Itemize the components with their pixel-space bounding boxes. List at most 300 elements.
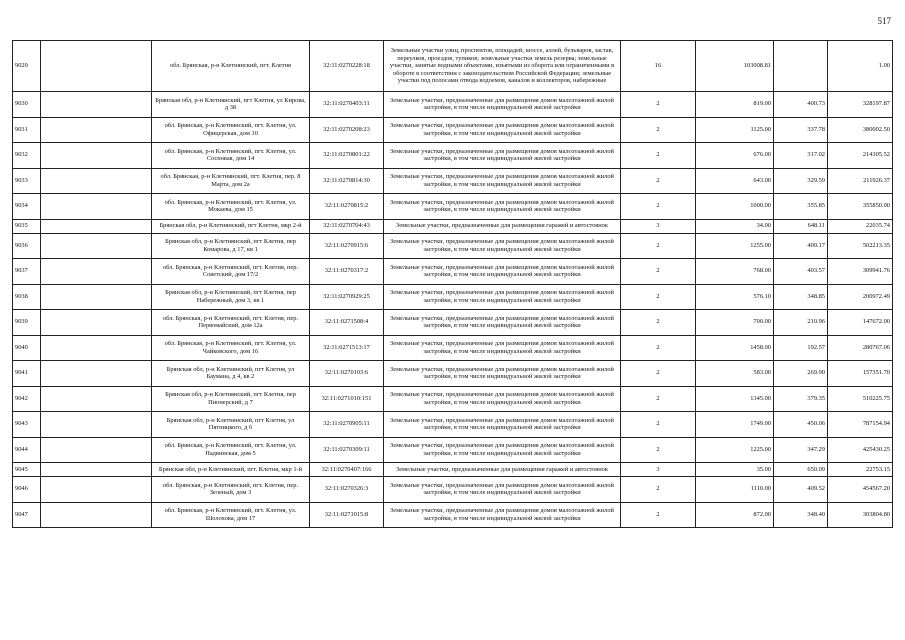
area-cell (696, 335, 774, 361)
cadastral-number-cell-text: 32:11:0270228:18 (323, 62, 370, 70)
cadastral-value-cell-text: 309941.76 (862, 267, 890, 275)
land-use-cell-text: Земельные участки улиц, проспектов, площадей, шоссе, аллей, бульваров, застав, переулков, проездов, тупиков; земельные участки земель резерва; земельные участки, занятые водными объектами, изъятыми из оборота или ограниченными в обороте в соответствии с законодательством Российской Федерации; земельные участки под полосами отвода водоемов, каналов и коллекторов, набережные (389, 47, 615, 85)
specific-value-cell-text: 400.73 (807, 100, 825, 108)
specific-value-cell-text: 379.35 (807, 394, 825, 402)
row-number-cell-text: 9033 (15, 176, 28, 184)
cadastral-number-cell-text: 32:11:0270801:22 (323, 151, 370, 159)
specific-value-cell-text: 355.85 (807, 202, 825, 210)
area-cell (696, 437, 774, 463)
address-cell (152, 284, 310, 310)
land-use-cell (384, 168, 621, 194)
blank-cell (41, 92, 152, 118)
land-use-cell (384, 259, 621, 285)
specific-value-cell (774, 463, 828, 477)
address-cell (152, 143, 310, 169)
specific-value-cell-text: 329.59 (807, 176, 825, 184)
use-group-cell-text: 2 (656, 202, 660, 210)
blank-cell (41, 259, 152, 285)
address-cell (152, 463, 310, 477)
land-use-cell-text: Земельные участки, предназначенные для размещения домов малоэтажной жилой застройки, в том числе индивидуальной жилой застройки (390, 147, 614, 163)
row-number-cell-text: 9032 (15, 151, 28, 159)
area-cell-text: 643.00 (753, 176, 771, 184)
row-number-cell-text: 9039 (15, 318, 28, 326)
use-group-cell-text: 2 (656, 125, 660, 133)
address-cell (152, 219, 310, 233)
cadastral-number-cell (310, 437, 384, 463)
land-use-cell-text: Земельные участки, предназначенные для размещения домов малоэтажной жилой застройки, в том числе индивидуальной жилой застройки (390, 173, 614, 188)
address-cell-text: обл. Брянская, р-н Клетнянский, пгт. Клетня, ул. Шолохова, дом 17 (164, 507, 297, 522)
land-use-cell-text: Земельные участки, предназначенные для размещения домов малоэтажной жилой застройки, в том числе индивидуальной жилой застройки (390, 289, 614, 304)
area-cell-text: 700.00 (753, 318, 771, 326)
cadastral-number-cell-text: 32:11:0270317:2 (324, 267, 369, 275)
cadastral-number-cell (310, 386, 384, 412)
specific-value-cell (774, 219, 828, 233)
cadastral-number-cell-text: 32:11:0270929:25 (323, 292, 370, 300)
cadastral-number-cell-text: 32:11:0270326:3 (324, 485, 369, 493)
use-group-cell (621, 310, 696, 336)
row-number-cell (13, 335, 41, 361)
land-use-cell-text: Земельные участки, предназначенные для размещения домов малоэтажной жилой застройки, в том числе индивидуальной жилой застройки (390, 198, 614, 214)
specific-value-cell (774, 284, 828, 310)
area-cell-text: 35.00 (756, 465, 771, 473)
row-number-cell (13, 168, 41, 194)
table-row (13, 41, 893, 92)
blank-cell (41, 117, 152, 143)
row-number-cell-text: 9041 (15, 369, 28, 377)
area-cell-text: 1000.00 (750, 202, 771, 210)
land-use-cell-text: Земельные участки, предназначенные для размещения домов малоэтажной жилой застройки, в том числе индивидуальной жилой застройки (390, 416, 614, 432)
specific-value-cell-text: 269.90 (807, 369, 825, 377)
land-cadastral-value-table (12, 40, 893, 528)
land-use-cell-text: Земельные участки, предназначенные для размещения домов малоэтажной жилой застройки, в том числе индивидуальной жилой застройки (390, 340, 614, 355)
use-group-cell-text: 2 (656, 292, 660, 300)
land-use-cell (384, 463, 621, 477)
use-group-cell (621, 437, 696, 463)
area-cell-text: 1458.00 (750, 343, 771, 351)
use-group-cell-text: 2 (656, 445, 660, 453)
cadastral-value-cell-text: 214305.52 (862, 151, 890, 159)
land-use-cell (384, 143, 621, 169)
table-row (13, 437, 893, 463)
table-row (13, 310, 893, 336)
specific-value-cell-text: 317.02 (807, 151, 825, 159)
row-number-cell (13, 437, 41, 463)
cadastral-number-cell-text: 32:11:0270309:11 (323, 445, 370, 453)
cadastral-value-cell-text: 1.00 (878, 62, 890, 70)
area-cell-text: 1255.00 (750, 241, 771, 249)
use-group-cell (621, 41, 696, 92)
area-cell (696, 386, 774, 412)
land-use-cell (384, 41, 621, 92)
area-cell-text: 676.00 (753, 151, 771, 159)
cadastral-number-cell (310, 335, 384, 361)
table-row (13, 412, 893, 438)
area-cell-text: 1125.00 (750, 125, 771, 133)
row-number-cell-text: 9034 (15, 202, 28, 210)
specific-value-cell (774, 412, 828, 438)
blank-cell (41, 361, 152, 387)
specific-value-cell-text: 650.09 (807, 465, 825, 473)
row-number-cell (13, 502, 41, 528)
blank-cell (41, 233, 152, 259)
cadastral-value-cell (828, 463, 893, 477)
address-cell (152, 194, 310, 220)
land-use-cell (384, 284, 621, 310)
cadastral-number-cell (310, 502, 384, 528)
cadastral-number-cell (310, 117, 384, 143)
land-use-cell (384, 117, 621, 143)
area-cell-text: 872.00 (753, 510, 771, 518)
cadastral-number-cell (310, 168, 384, 194)
area-cell (696, 310, 774, 336)
cadastral-number-cell-text: 32:11:0270814:30 (323, 176, 370, 184)
use-group-cell (621, 143, 696, 169)
land-use-cell (384, 412, 621, 438)
address-cell-text: обл. Брянская, р-н Клетнянский, пгт. Клетня, ул. Чайковского, дом 16 (164, 340, 297, 355)
address-cell-text: Брянская обл, р-н Клетнянский, пгт Клетня, ул Баумана, д 4, кв 2 (166, 365, 295, 381)
address-cell-text: Брянская обл, р-н Клетнянский, пгт Клетня, пер Пионерский, д 7 (165, 391, 296, 406)
use-group-cell (621, 335, 696, 361)
table-row (13, 477, 893, 503)
land-use-cell (384, 233, 621, 259)
area-cell-text: 768.00 (753, 267, 771, 275)
row-number-cell (13, 259, 41, 285)
specific-value-cell-text: 400.17 (807, 241, 825, 249)
specific-value-cell-text: 348.85 (807, 292, 825, 300)
cadastral-value-cell (828, 335, 893, 361)
cadastral-number-cell-text: 32:11:0270208:23 (323, 125, 370, 133)
specific-value-cell-text: 337.78 (807, 125, 825, 133)
row-number-cell (13, 386, 41, 412)
row-number-cell-text: 9036 (15, 241, 28, 249)
address-cell (152, 437, 310, 463)
table-row (13, 219, 893, 233)
use-group-cell (621, 477, 696, 503)
row-number-cell (13, 41, 41, 92)
use-group-cell-text: 2 (656, 510, 660, 518)
cadastral-number-cell-text: 32:11:0270815:2 (324, 202, 369, 210)
area-cell (696, 259, 774, 285)
address-cell-text: обл. Брянская, р-н Клетнянский, пгт. Клетня, ул. Сосновая, дом 14 (164, 147, 297, 163)
land-use-cell (384, 386, 621, 412)
row-number-cell-text: 9029 (15, 62, 28, 70)
specific-value-cell (774, 477, 828, 503)
area-cell (696, 361, 774, 387)
table-row (13, 117, 893, 143)
cadastral-number-cell-text: 32:11:0270915:6 (324, 241, 369, 249)
cadastral-value-cell-text: 380002.50 (862, 125, 890, 133)
row-number-cell-text: 9031 (15, 125, 28, 133)
cadastral-value-cell-text: 502213.35 (862, 241, 890, 249)
area-cell (696, 143, 774, 169)
table-row (13, 335, 893, 361)
address-cell (152, 259, 310, 285)
use-group-cell-text: 2 (656, 151, 660, 159)
land-use-cell (384, 477, 621, 503)
cadastral-number-cell-text: 32:11:0270704:43 (323, 222, 370, 230)
cadastral-number-cell-text: 32:11:0271010:151 (321, 394, 372, 402)
use-group-cell (621, 386, 696, 412)
row-number-cell (13, 477, 41, 503)
cadastral-value-cell (828, 386, 893, 412)
land-use-cell-text: Земельные участки, предназначенные для размещения гаражей и автостоянок (396, 222, 608, 230)
specific-value-cell (774, 194, 828, 220)
specific-value-cell-text: 450.06 (807, 420, 825, 428)
use-group-cell-text: 2 (656, 176, 660, 184)
cadastral-value-cell-text: 280767.06 (862, 343, 890, 351)
page-number: 517 (877, 16, 891, 26)
address-cell-text: обл. Брянская, р-н Клетнянский, пгт. Клетня, пер. Советский, дом 17/2 (162, 263, 299, 279)
specific-value-cell (774, 168, 828, 194)
address-cell (152, 310, 310, 336)
cadastral-number-cell-text: 32:11:0270407:166 (321, 465, 372, 473)
address-cell (152, 41, 310, 92)
blank-cell (41, 168, 152, 194)
address-cell-text: Брянская обл, р-н Клетнянский, пгт Клетня, ул Кирова, д 38 (155, 96, 306, 112)
cadastral-number-cell (310, 477, 384, 503)
cadastral-number-cell (310, 284, 384, 310)
use-group-cell-text: 16 (654, 62, 662, 70)
row-number-cell (13, 92, 41, 118)
use-group-cell (621, 233, 696, 259)
row-number-cell (13, 284, 41, 310)
cadastral-number-cell-text: 32:11:0270905:11 (323, 420, 370, 428)
row-number-cell (13, 361, 41, 387)
use-group-cell (621, 117, 696, 143)
specific-value-cell (774, 233, 828, 259)
row-number-cell-text: 9046 (15, 485, 28, 493)
use-group-cell-text: 2 (656, 343, 660, 351)
use-group-cell (621, 463, 696, 477)
table-row (13, 194, 893, 220)
area-cell (696, 284, 774, 310)
specific-value-cell (774, 143, 828, 169)
land-use-cell (384, 219, 621, 233)
cadastral-number-cell (310, 463, 384, 477)
cadastral-value-cell (828, 143, 893, 169)
row-number-cell (13, 310, 41, 336)
land-use-cell (384, 194, 621, 220)
use-group-cell (621, 502, 696, 528)
cadastral-value-cell (828, 437, 893, 463)
address-cell-text: Брянская обл, р-н Клетнянский, пгт Клетня, ул Пятницкого, д 6 (166, 416, 295, 432)
row-number-cell-text: 9044 (15, 445, 28, 453)
row-number-cell-text: 9045 (15, 465, 28, 473)
cadastral-number-cell (310, 41, 384, 92)
use-group-cell-text: 2 (656, 485, 660, 493)
cadastral-value-cell (828, 284, 893, 310)
specific-value-cell-text: 409.52 (807, 485, 825, 493)
cadastral-number-cell (310, 233, 384, 259)
area-cell-text: 1345.00 (750, 394, 771, 402)
area-cell-text: 103008.81 (743, 62, 771, 70)
table-row (13, 386, 893, 412)
address-cell (152, 386, 310, 412)
cadastral-value-cell (828, 412, 893, 438)
cadastral-number-cell (310, 259, 384, 285)
cadastral-value-cell (828, 219, 893, 233)
cadastral-number-cell (310, 310, 384, 336)
address-cell-text: обл. Брянская, р-н Клетнянский, пгт. Клетня, пер. Первомайский, дом 12а (162, 314, 299, 330)
area-cell-text: 1749.00 (750, 420, 771, 428)
cadastral-number-cell-text: 32:11:0270403:11 (323, 100, 370, 108)
land-use-cell-text: Земельные участки, предназначенные для размещения домов малоэтажной жилой застройки, в том числе индивидуальной жилой застройки (390, 481, 614, 497)
use-group-cell-text: 2 (656, 394, 660, 402)
area-cell (696, 412, 774, 438)
row-number-cell-text: 9040 (15, 343, 28, 351)
cadastral-number-cell (310, 194, 384, 220)
row-number-cell (13, 219, 41, 233)
area-cell (696, 219, 774, 233)
use-group-cell-text: 2 (656, 318, 660, 326)
address-cell (152, 233, 310, 259)
cadastral-number-cell-text: 32:11:0270103:6 (324, 369, 369, 377)
row-number-cell-text: 9035 (15, 222, 28, 230)
specific-value-cell-text: 192.57 (807, 343, 825, 351)
address-cell (152, 117, 310, 143)
area-cell (696, 194, 774, 220)
cadastral-value-cell (828, 41, 893, 92)
specific-value-cell (774, 361, 828, 387)
table-body (13, 41, 893, 528)
land-use-cell (384, 310, 621, 336)
address-cell-text: обл. Брянская, р-н Клетнянский, пгт. Клетня, ул. Офицерская, дом 10 (164, 122, 297, 137)
specific-value-cell-text: 347.29 (807, 445, 825, 453)
land-use-cell-text: Земельные участки, предназначенные для размещения домов малоэтажной жилой застройки, в том числе индивидуальной жилой застройки (390, 442, 614, 457)
specific-value-cell (774, 310, 828, 336)
use-group-cell (621, 92, 696, 118)
specific-value-cell (774, 335, 828, 361)
use-group-cell-text: 3 (656, 222, 660, 230)
cadastral-value-cell-text: 328197.87 (862, 100, 890, 108)
blank-cell (41, 143, 152, 169)
blank-cell (41, 477, 152, 503)
cadastral-value-cell-text: 22753.15 (866, 465, 890, 473)
area-cell-text: 1225.00 (750, 445, 771, 453)
blank-cell (41, 310, 152, 336)
area-cell (696, 463, 774, 477)
area-cell (696, 41, 774, 92)
specific-value-cell (774, 386, 828, 412)
blank-cell (41, 41, 152, 92)
use-group-cell (621, 361, 696, 387)
row-number-cell-text: 9047 (15, 510, 28, 518)
land-use-cell-text: Земельные участки, предназначенные для размещения домов малоэтажной жилой застройки, в том числе индивидуальной жилой застройки (390, 96, 614, 112)
cadastral-value-cell-text: 200972.49 (862, 292, 890, 300)
address-cell (152, 168, 310, 194)
specific-value-cell (774, 117, 828, 143)
address-cell (152, 412, 310, 438)
land-use-cell-text: Земельные участки, предназначенные для размещения домов малоэтажной жилой застройки, в том числе индивидуальной жилой застройки (390, 507, 614, 522)
area-cell-text: 819.00 (753, 100, 771, 108)
cadastral-value-cell-text: 787154.94 (862, 420, 890, 428)
cadastral-value-cell (828, 361, 893, 387)
cadastral-value-cell (828, 477, 893, 503)
blank-cell (41, 463, 152, 477)
blank-cell (41, 219, 152, 233)
area-cell (696, 477, 774, 503)
use-group-cell-text: 3 (656, 465, 660, 473)
row-number-cell-text: 9030 (15, 100, 28, 108)
cadastral-value-cell-text: 157351.70 (862, 369, 890, 377)
row-number-cell (13, 412, 41, 438)
specific-value-cell-text: 403.57 (807, 267, 825, 275)
use-group-cell (621, 194, 696, 220)
use-group-cell (621, 259, 696, 285)
area-cell (696, 117, 774, 143)
table-row (13, 92, 893, 118)
cadastral-value-cell (828, 502, 893, 528)
table-row (13, 143, 893, 169)
cadastral-value-cell (828, 259, 893, 285)
cadastral-number-cell (310, 361, 384, 387)
address-cell-text: Брянская обл, р-н Клетнянский, пгт Клетня, пер Набережный, дом 3, кв 1 (165, 289, 296, 304)
cadastral-value-cell (828, 310, 893, 336)
table-row (13, 502, 893, 528)
land-use-cell (384, 92, 621, 118)
use-group-cell (621, 168, 696, 194)
land-use-cell-text: Земельные участки, предназначенные для размещения гаражей и автостоянок (396, 465, 608, 473)
address-cell (152, 335, 310, 361)
specific-value-cell (774, 437, 828, 463)
address-cell-text: обл. Брянская, р-н Клетнянский, пгт. Клетня, ул. Надвинская, дом 5 (164, 442, 297, 457)
land-use-cell-text: Земельные участки, предназначенные для размещения домов малоэтажной жилой застройки, в том числе индивидуальной жилой застройки (390, 263, 614, 279)
use-group-cell-text: 2 (656, 100, 660, 108)
row-number-cell (13, 143, 41, 169)
use-group-cell (621, 219, 696, 233)
cadastral-value-cell-text: 22035.74 (866, 222, 890, 230)
specific-value-cell (774, 259, 828, 285)
cadastral-number-cell-text: 32:11:0271508:4 (324, 318, 369, 326)
table-row (13, 284, 893, 310)
blank-cell (41, 194, 152, 220)
area-cell-text: 34.00 (756, 222, 771, 230)
land-use-cell-text: Земельные участки, предназначенные для размещения домов малоэтажной жилой застройки, в том числе индивидуальной жилой застройки (390, 238, 614, 253)
cadastral-value-cell (828, 233, 893, 259)
cadastral-value-cell-text: 454567.20 (862, 485, 890, 493)
row-number-cell-text: 9043 (15, 420, 28, 428)
land-use-cell (384, 361, 621, 387)
specific-value-cell-text: 648.11 (807, 222, 825, 230)
cadastral-value-cell-text: 425430.25 (862, 445, 890, 453)
use-group-cell-text: 2 (656, 420, 660, 428)
land-use-cell (384, 335, 621, 361)
specific-value-cell-text: 210.96 (807, 318, 825, 326)
address-cell (152, 477, 310, 503)
cadastral-value-cell (828, 117, 893, 143)
use-group-cell-text: 2 (656, 369, 660, 377)
address-cell-text: обл. Брянская, р-н Клетнянский, пгт. Клетня, пер. Зеленый, дом 3 (162, 481, 299, 497)
area-cell-text: 1110.00 (750, 485, 771, 493)
blank-cell (41, 284, 152, 310)
cadastral-number-cell-text: 32:11:0271513:17 (323, 343, 370, 351)
land-use-cell-text: Земельные участки, предназначенные для размещения домов малоэтажной жилой застройки, в том числе индивидуальной жилой застройки (390, 122, 614, 137)
blank-cell (41, 502, 152, 528)
cadastral-number-cell (310, 412, 384, 438)
cadastral-value-cell (828, 194, 893, 220)
blank-cell (41, 412, 152, 438)
area-cell (696, 168, 774, 194)
row-number-cell-text: 9037 (15, 267, 28, 275)
row-number-cell-text: 9038 (15, 292, 28, 300)
cadastral-number-cell (310, 219, 384, 233)
land-use-cell-text: Земельные участки, предназначенные для размещения домов малоэтажной жилой застройки, в том числе индивидуальной жилой застройки (390, 314, 614, 330)
cadastral-value-cell-text: 355850.00 (862, 202, 890, 210)
cadastral-number-cell (310, 143, 384, 169)
specific-value-cell (774, 41, 828, 92)
row-number-cell (13, 233, 41, 259)
address-cell (152, 92, 310, 118)
